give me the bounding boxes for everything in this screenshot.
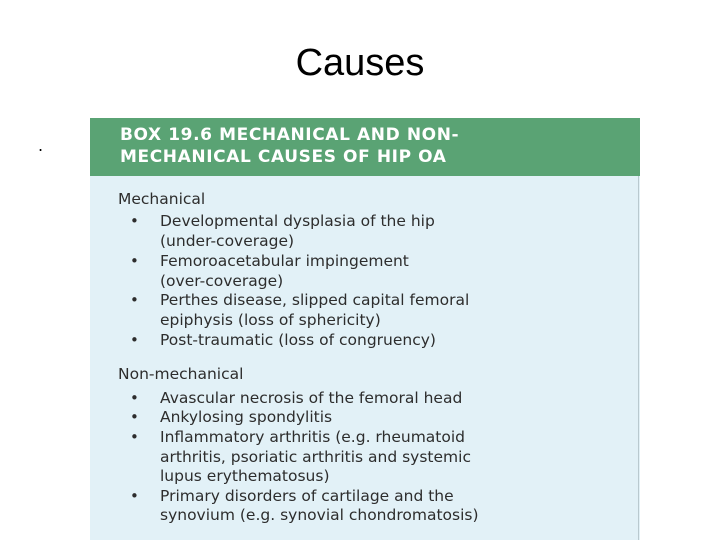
bullet-icon: • [130, 487, 139, 505]
box-right-border [638, 176, 639, 540]
slide-title: Causes [295, 42, 425, 84]
mechanical-item-2-line-2: (over-coverage) [160, 272, 284, 290]
non-mechanical-item-3-line-3: lupus erythematosus) [160, 467, 330, 485]
section-heading-non-mechanical: Non-mechanical [118, 365, 244, 383]
box-header [90, 118, 640, 176]
mechanical-item-4-line-1: Post-traumatic (loss of congruency) [160, 331, 436, 349]
causes-box [90, 118, 640, 540]
non-mechanical-item-4-line-2: synovium (e.g. synovial chondromatosis) [160, 506, 479, 524]
section-heading-mechanical: Mechanical [118, 190, 206, 208]
bullet-icon: • [130, 291, 139, 309]
mechanical-item-1-line-1: Developmental dysplasia of the hip [160, 212, 435, 230]
non-mechanical-item-1-line-1: Avascular necrosis of the femoral head [160, 389, 463, 407]
bullet-icon: • [130, 428, 139, 446]
non-mechanical-item-3-line-2: arthritis, psoriatic arthritis and systemic [160, 448, 471, 466]
non-mechanical-item-4-line-1: Primary disorders of cartilage and the [160, 487, 454, 505]
box-header-line-1: BOX 19.6 MECHANICAL AND NON- [120, 125, 460, 145]
non-mechanical-item-3-line-1: Inflammatory arthritis (e.g. rheumatoid [160, 428, 466, 446]
bullet-icon: • [130, 212, 139, 230]
non-mechanical-item-2-line-1: Ankylosing spondylitis [160, 408, 333, 426]
mechanical-item-2-line-1: Femoroacetabular impingement [160, 252, 409, 270]
box-header-line-2: MECHANICAL CAUSES OF HIP OA [120, 147, 447, 167]
mechanical-item-3-line-2: epiphysis (loss of sphericity) [160, 311, 381, 329]
mechanical-item-3-line-1: Perthes disease, slipped capital femoral [160, 291, 470, 309]
stray-mark: . [38, 136, 44, 155]
bullet-icon: • [130, 408, 139, 426]
bullet-icon: • [130, 331, 139, 349]
bullet-icon: • [130, 252, 139, 270]
mechanical-item-1-line-2: (under-coverage) [160, 232, 295, 250]
bullet-icon: • [130, 389, 139, 407]
